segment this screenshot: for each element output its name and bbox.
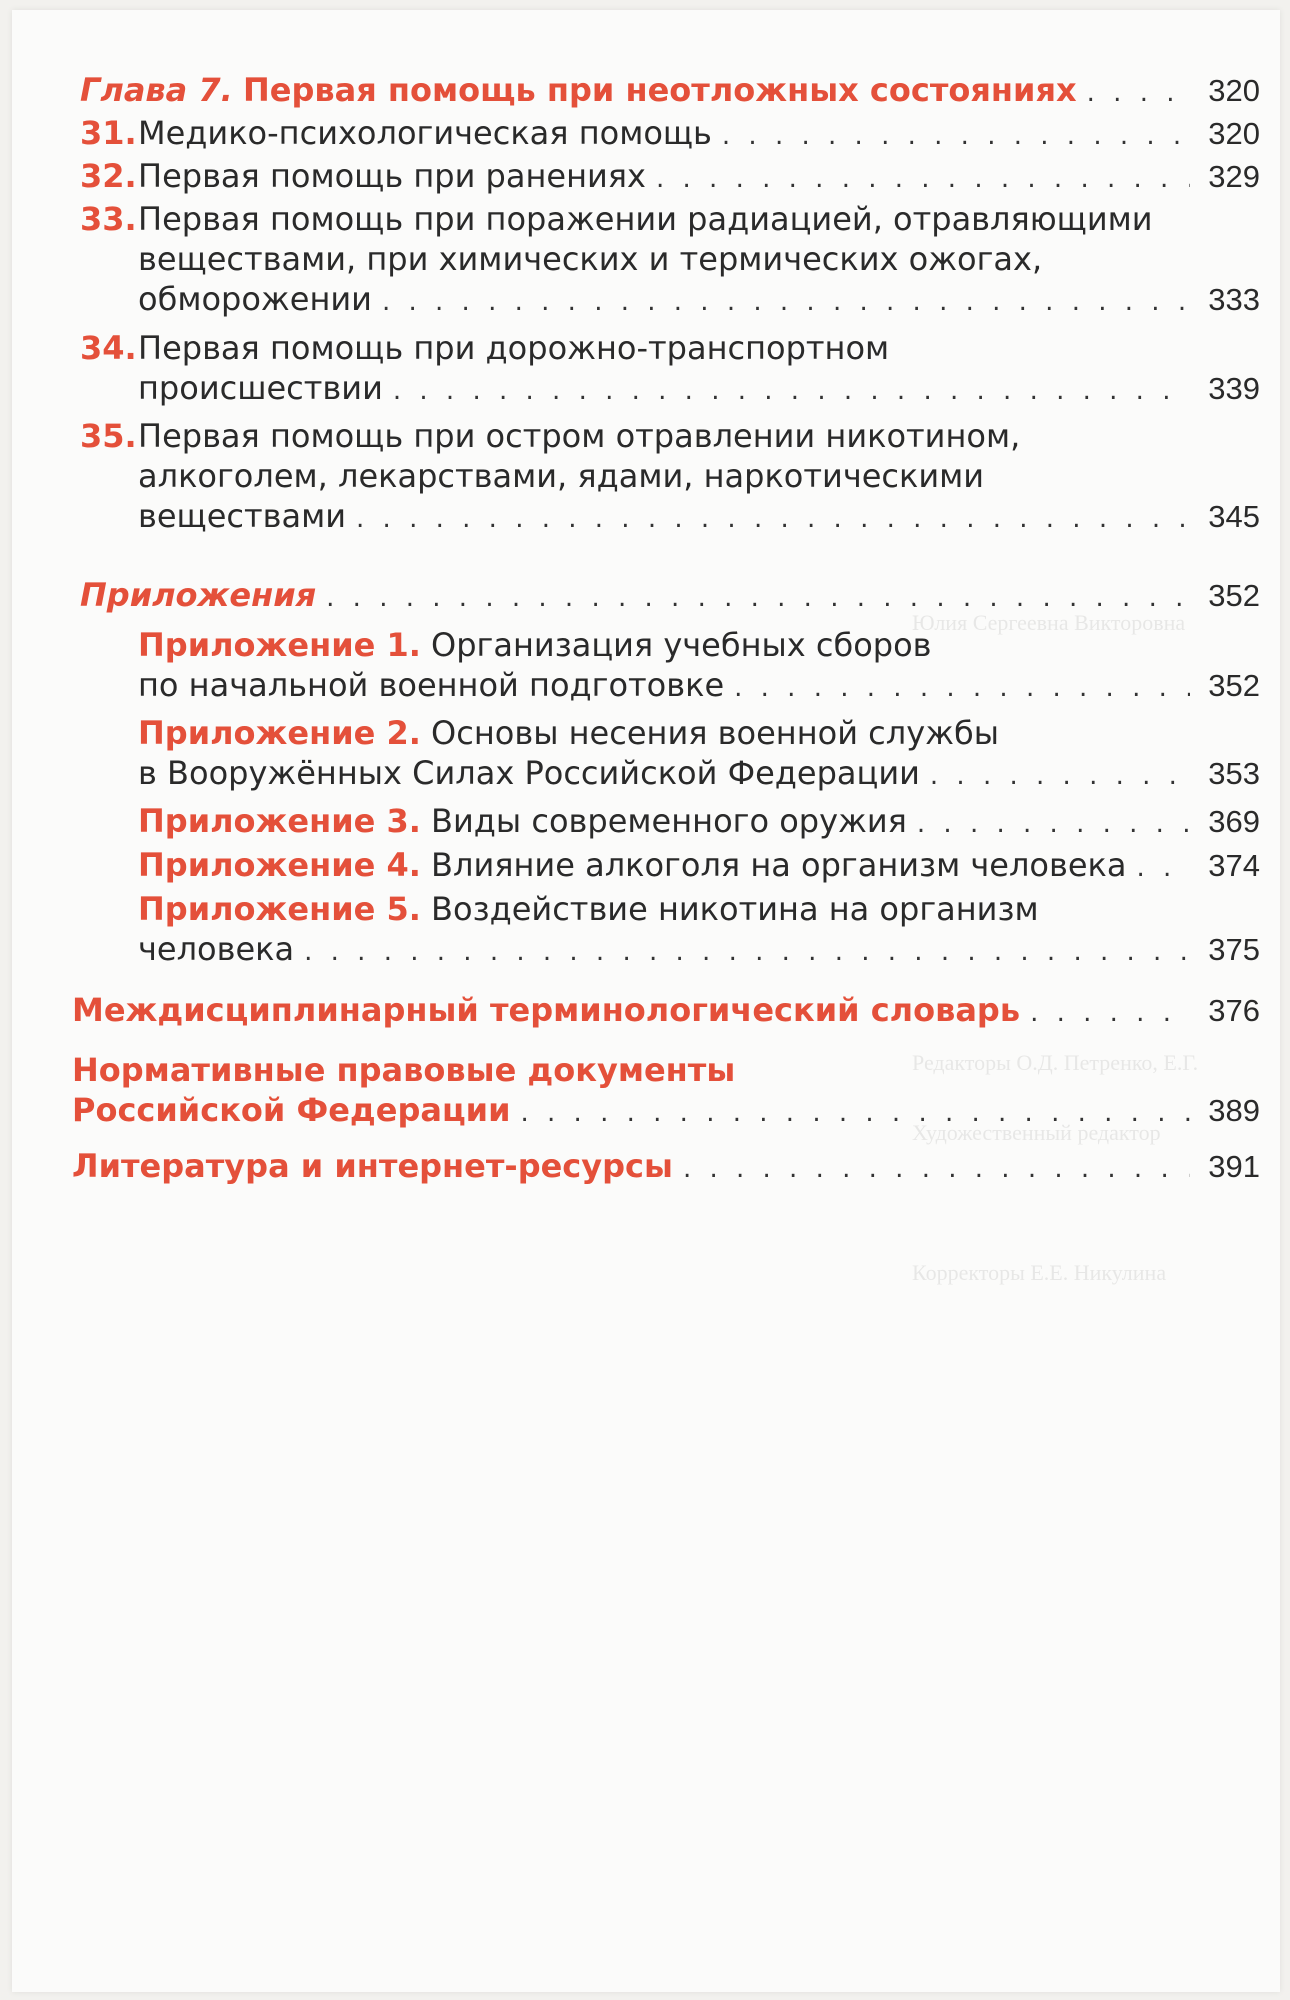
- toc-literature[interactable]: [72, 1146, 1260, 1186]
- dot-leader: [1136, 848, 1190, 888]
- page-number: 369: [1208, 804, 1260, 839]
- appendix-title-line: Основы несения военной службы: [431, 714, 999, 752]
- toc-chapter-7[interactable]: [80, 70, 1260, 110]
- appendices-title: Приложения: [80, 576, 317, 614]
- dot-leader: [722, 116, 1190, 156]
- section-number: 33.: [80, 200, 137, 238]
- section-title-line: Первая помощь при остром отравлении никотином,: [138, 417, 1021, 455]
- appendix-title-line: Виды современного оружия: [431, 802, 907, 840]
- section-number: 34.: [80, 329, 137, 367]
- page-number: 389: [1208, 1093, 1260, 1128]
- section-title-line: Первая помощь при дорожно-транспортном: [138, 329, 890, 367]
- back-matter-title: Междисциплинарный терминологический словарь: [72, 991, 1021, 1029]
- page-number: 352: [1208, 668, 1260, 703]
- section-title-line: веществами: [138, 497, 347, 535]
- page-number: 375: [1208, 932, 1260, 967]
- page-number: 376: [1208, 993, 1260, 1028]
- appendix-label: Приложение 5.: [138, 890, 421, 928]
- section-title-line: происшествии: [138, 369, 383, 407]
- page-number: 345: [1208, 499, 1260, 534]
- appendix-title-line: по начальной военной подготовке: [138, 666, 725, 704]
- appendix-label: Приложение 4.: [138, 846, 421, 884]
- toc-appendix-3[interactable]: [138, 801, 1260, 841]
- chapter-title: Первая помощь при неотложных состояниях: [243, 71, 1077, 109]
- toc-appendix-4[interactable]: [138, 845, 1260, 885]
- back-matter-title: Литература и интернет-ресурсы: [72, 1147, 673, 1185]
- dot-leader: [356, 499, 1190, 539]
- appendix-title-line: Воздействие никотина на организм: [431, 890, 1039, 928]
- dot-leader: [930, 756, 1190, 796]
- toc-glossary[interactable]: [72, 990, 1260, 1030]
- appendix-title-line: в Вооружённых Силах Российской Федерации: [138, 754, 920, 792]
- page-number: 339: [1208, 371, 1260, 406]
- bleed-through-text: Художественный редактор: [912, 1120, 1161, 1145]
- toc-section-31[interactable]: [80, 113, 1260, 153]
- dot-leader: [1087, 73, 1190, 113]
- section-number: 32.: [80, 157, 137, 195]
- section-title-line: алкоголем, лекарствами, ядами, наркотическими: [138, 457, 985, 495]
- dot-leader: [1030, 993, 1190, 1033]
- dot-leader: [917, 804, 1190, 844]
- appendix-label: Приложение 1.: [138, 626, 421, 664]
- page-number: 352: [1208, 578, 1260, 613]
- dot-leader: [656, 159, 1190, 199]
- back-matter-title-line: Нормативные правовые документы: [72, 1051, 736, 1089]
- toc-normative-documents[interactable]: [72, 1050, 1260, 1130]
- bleed-through-text: Редакторы О.Д. Петренко, Е.Г.: [912, 1050, 1199, 1075]
- toc-appendix-2[interactable]: [138, 713, 1260, 793]
- dot-leader: [521, 1093, 1191, 1133]
- dot-leader: [683, 1149, 1190, 1189]
- bleed-through-text: Корректоры Е.Е. Никулина: [912, 1260, 1167, 1285]
- dot-leader: [393, 371, 1190, 411]
- section-title: Первая помощь при ранениях: [138, 157, 646, 195]
- toc-appendix-5[interactable]: [138, 889, 1260, 969]
- page-number: 353: [1208, 756, 1260, 791]
- section-number: 31.: [80, 114, 137, 152]
- dot-leader: [734, 668, 1190, 708]
- toc-appendix-1[interactable]: [138, 625, 1260, 705]
- page-number: 320: [1208, 116, 1260, 151]
- toc-appendices[interactable]: [80, 575, 1260, 615]
- page-number: 374: [1208, 848, 1260, 883]
- toc-section-34[interactable]: [80, 328, 1260, 408]
- section-title: Медико-психологическая помощь: [138, 114, 712, 152]
- section-title-line: веществами, при химических и термических ожогах,: [138, 240, 1043, 278]
- page-number: 320: [1208, 73, 1260, 108]
- appendix-title-line: Организация учебных сборов: [431, 626, 932, 664]
- appendix-label: Приложение 2.: [138, 714, 421, 752]
- chapter-label: Глава 7.: [80, 71, 233, 109]
- book-page: [12, 10, 1280, 1992]
- toc-section-35[interactable]: [80, 416, 1260, 536]
- page-number: 333: [1208, 282, 1260, 317]
- toc-section-32[interactable]: [80, 156, 1260, 196]
- back-matter-title-line: Российской Федерации: [72, 1091, 511, 1129]
- toc-section-33[interactable]: [80, 199, 1260, 319]
- section-title-line: Первая помощь при поражении радиацией, отравляющими: [138, 200, 1153, 238]
- page-number: 391: [1208, 1149, 1260, 1184]
- dot-leader: [382, 282, 1190, 322]
- dot-leader: [304, 932, 1190, 972]
- appendix-title-line: человека: [138, 930, 295, 968]
- dot-leader: [326, 578, 1190, 618]
- appendix-title-line: Влияние алкоголя на организм человека: [431, 846, 1127, 884]
- section-number: 35.: [80, 417, 137, 455]
- section-title-line: обморожении: [138, 280, 372, 318]
- bleed-through-text: Юлия Сергеевна Викторовна: [912, 610, 1186, 635]
- appendix-label: Приложение 3.: [138, 802, 421, 840]
- page-number: 329: [1208, 159, 1260, 194]
